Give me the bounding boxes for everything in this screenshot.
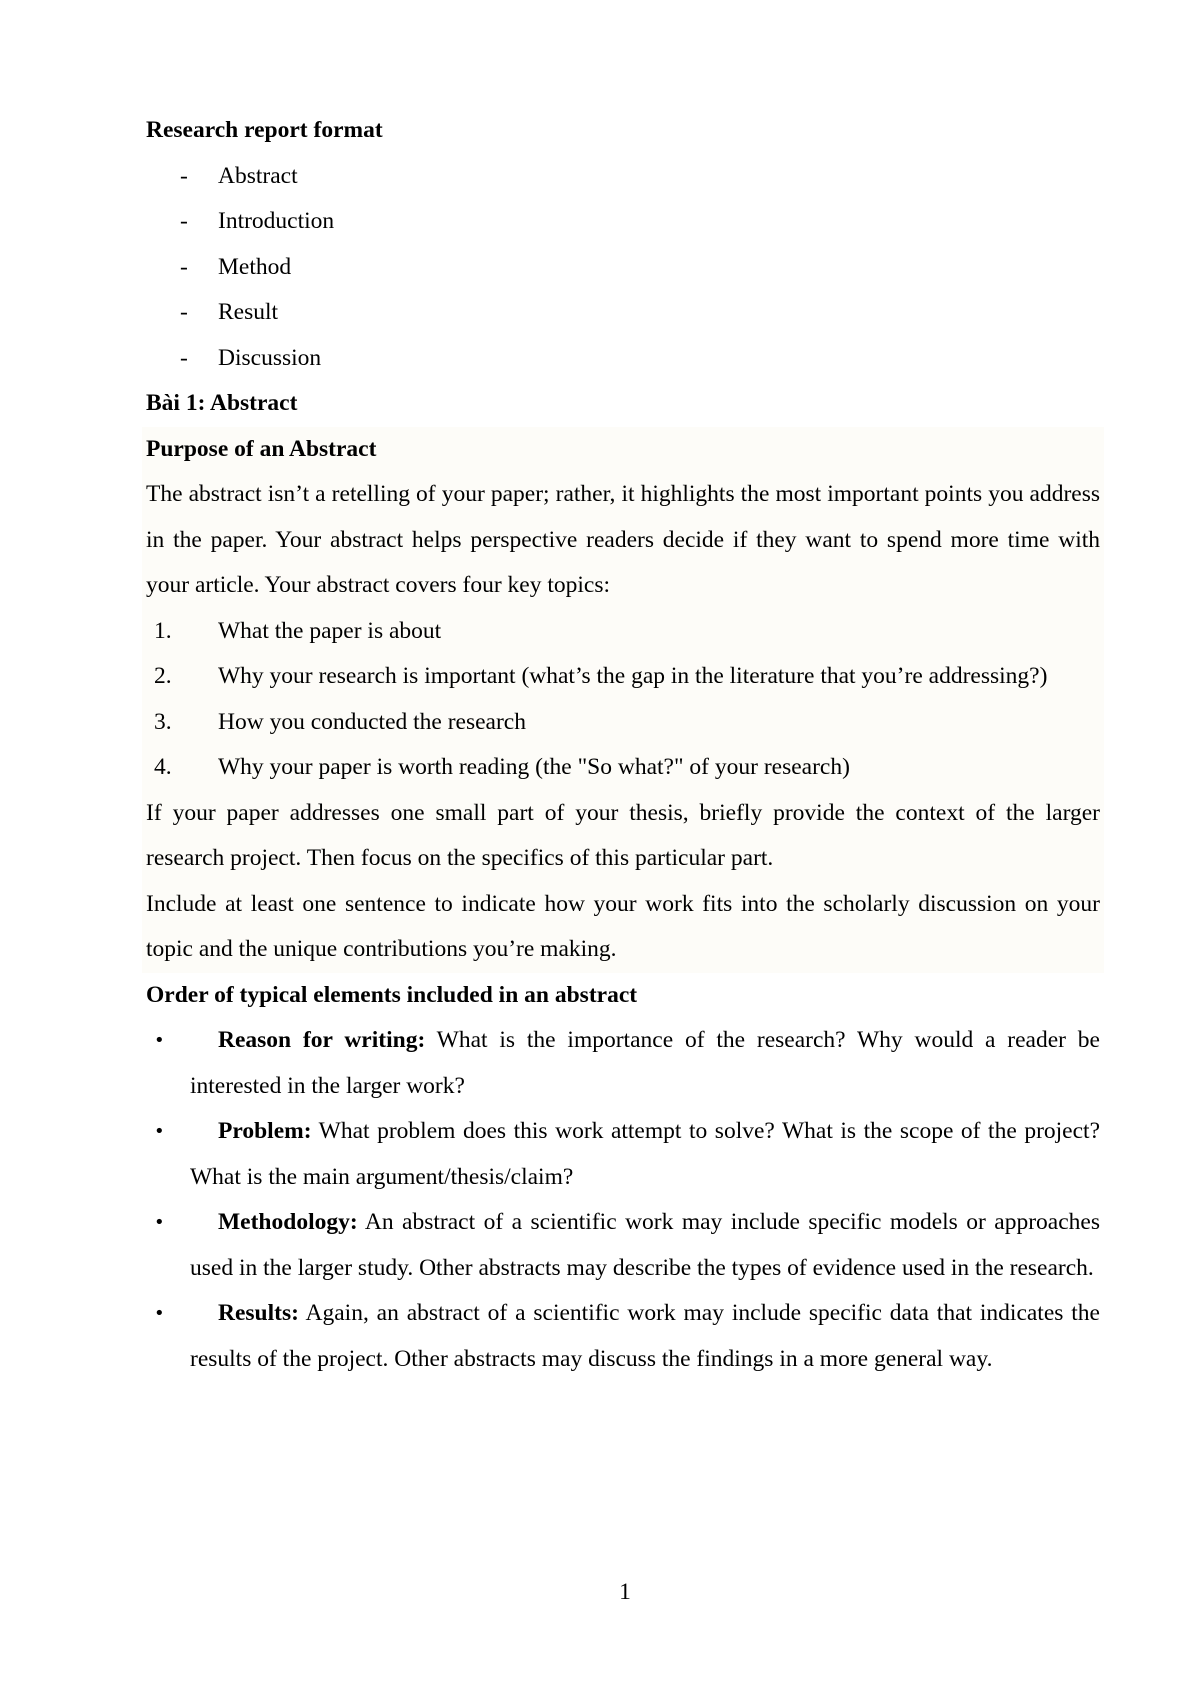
bullet-marker: • xyxy=(154,1030,165,1051)
context-paragraph: If your paper addresses one small part of your thesis, briefly provide the context of the larger research project. Then focus on the specifics of this particular part. xyxy=(146,799,1100,871)
dash-marker: - xyxy=(180,344,188,371)
dash-marker: - xyxy=(180,253,188,280)
element-item xyxy=(146,1200,1100,1291)
dash-marker: - xyxy=(180,162,188,189)
topic-number: 2. xyxy=(154,663,172,689)
topic-text: What the paper is about xyxy=(218,617,442,644)
element-text: Again, an abstract of a scientific work may include specific data that indicates the results of the project. Other abstracts may discuss the findings in a more general way. xyxy=(190,1300,1100,1372)
page-number: 1 xyxy=(619,1579,631,1605)
element-term: Methodology: xyxy=(218,1209,358,1235)
dash-marker: - xyxy=(180,208,188,234)
outline-list xyxy=(146,154,1100,382)
document-title: Research report format xyxy=(146,117,383,143)
element-text: What problem does this work attempt to solve? What is the scope of the project? What is the main argument/thesis/claim? xyxy=(190,1118,1100,1190)
element-item xyxy=(146,1018,1100,1109)
outline-item xyxy=(146,199,1100,245)
outline-item xyxy=(146,336,1100,382)
elements-list xyxy=(146,1018,1100,1382)
outline-item xyxy=(146,154,1100,200)
outline-item-label: Discussion xyxy=(218,344,322,371)
topic-item xyxy=(146,700,1100,746)
topic-number: 3. xyxy=(154,708,172,735)
outline-item xyxy=(146,290,1100,336)
bullet-marker: • xyxy=(154,1212,165,1233)
outline-item-label: Introduction xyxy=(218,208,335,234)
element-text: An abstract of a scientific work may include specific models or approaches used in the larger study. Other abstracts may describe the types of evidence used in the research. xyxy=(190,1209,1100,1281)
element-item xyxy=(146,1109,1100,1200)
topic-text: Why your paper is worth reading (the "So what?" of your research) xyxy=(218,754,850,780)
element-text: What is the importance of the research? Why would a reader be interested in the larger work? xyxy=(190,1027,1100,1099)
purpose-heading: Purpose of an Abstract xyxy=(146,435,377,462)
outline-item-label: Method xyxy=(218,253,292,280)
bullet-marker: • xyxy=(154,1121,165,1142)
topic-item xyxy=(146,654,1100,700)
outline-item-label: Result xyxy=(218,299,279,325)
lesson-heading: Bài 1: Abstract xyxy=(146,390,298,416)
element-term: Reason for writing: xyxy=(218,1027,426,1053)
page-content xyxy=(146,108,1100,1382)
element-item xyxy=(146,1291,1100,1382)
topic-item xyxy=(146,745,1100,791)
outline-item xyxy=(146,245,1100,291)
outline-item-label: Abstract xyxy=(218,162,298,189)
order-heading: Order of typical elements included in an abstract xyxy=(146,981,638,1008)
topic-text: How you conducted the research xyxy=(218,708,526,735)
purpose-section xyxy=(142,427,1104,973)
dash-marker: - xyxy=(180,299,188,325)
element-term: Results: xyxy=(218,1300,299,1326)
bullet-marker: • xyxy=(154,1303,165,1324)
purpose-intro-paragraph: The abstract isn’t a retelling of your paper; rather, it highlights the most important points you address in the paper. Your abstract helps perspective readers decide if they want to spend more time with your article. Your abstract covers four key topics: xyxy=(146,481,1100,598)
topic-item xyxy=(146,609,1100,655)
element-term: Problem: xyxy=(218,1118,312,1144)
key-topics-list xyxy=(146,609,1100,791)
include-paragraph: Include at least one sentence to indicate how your work fits into the scholarly discussion on your topic and the unique contributions you’re making. xyxy=(146,890,1100,962)
topic-number: 4. xyxy=(154,754,172,780)
topic-number: 1. xyxy=(154,617,172,644)
topic-text: Why your research is important (what’s the gap in the literature that you’re addressing?) xyxy=(218,663,1048,689)
